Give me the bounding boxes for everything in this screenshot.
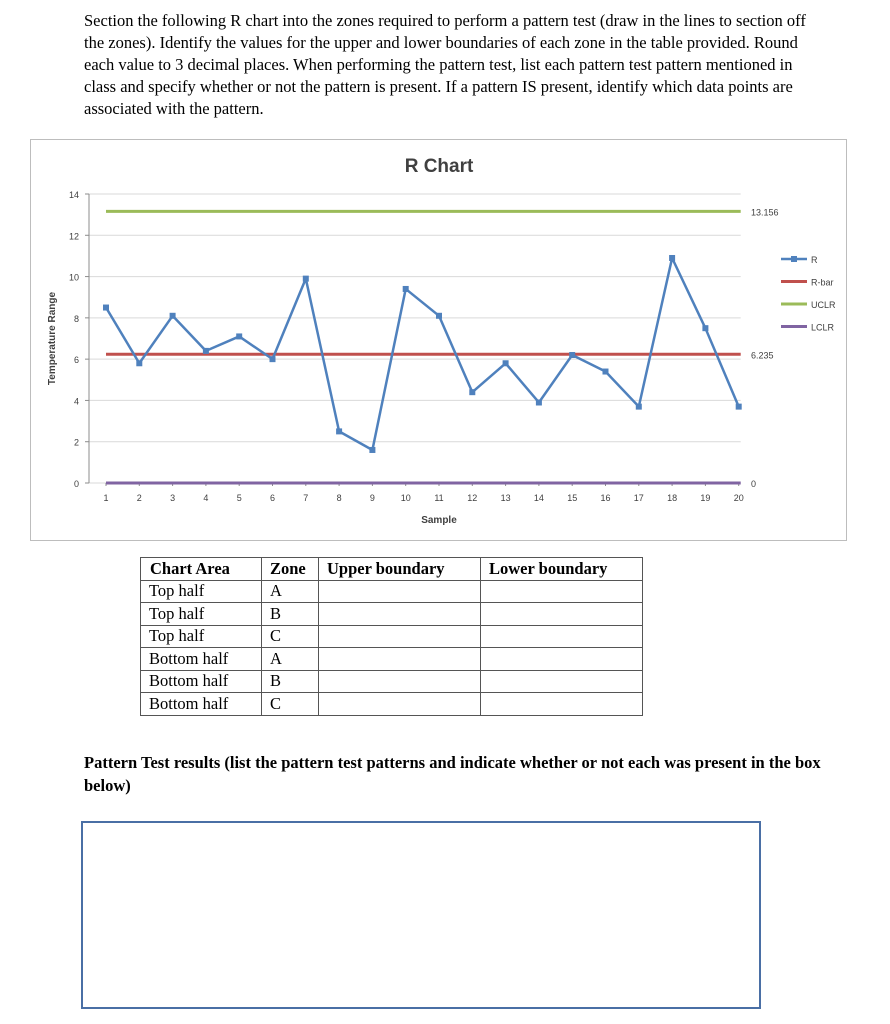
y-tick-label: 14	[68, 190, 79, 200]
legend-label: UCLR	[811, 300, 836, 310]
data-label-lclr: 0	[751, 479, 757, 489]
data-point	[702, 325, 708, 331]
upper-boundary-input[interactable]	[319, 670, 481, 693]
x-tick-label: 15	[567, 493, 578, 503]
header-zone: Zone	[262, 558, 319, 581]
y-tick-label: 6	[73, 355, 79, 366]
y-tick-label: 4	[73, 396, 79, 407]
cell-zone: A	[262, 648, 319, 671]
data-point	[103, 305, 109, 311]
x-axis-title: Sample	[421, 515, 457, 526]
data-point	[669, 255, 675, 261]
y-tick-label: 0	[73, 479, 79, 489]
x-tick-label: 7	[303, 493, 309, 503]
upper-boundary-input[interactable]	[319, 580, 481, 603]
x-tick-label: 2	[136, 493, 142, 503]
upper-boundary-input[interactable]	[319, 693, 481, 716]
cell-zone: C	[262, 625, 319, 648]
x-tick-label: 8	[336, 493, 342, 503]
header-chart-area: Chart Area	[141, 558, 262, 581]
pattern-answer-box[interactable]	[81, 821, 761, 1009]
data-point	[336, 428, 342, 434]
x-tick-label: 16	[600, 493, 611, 503]
zone-boundary-table	[140, 557, 643, 716]
x-tick-label: 6	[269, 493, 276, 503]
table-row	[141, 670, 643, 693]
x-tick-label: 4	[203, 493, 209, 503]
data-point	[170, 313, 176, 319]
data-point	[636, 404, 642, 410]
header-upper-boundary: Upper boundary	[319, 558, 481, 581]
data-point	[369, 447, 375, 453]
x-tick-label: 10	[400, 493, 411, 503]
cell-zone: C	[262, 693, 319, 716]
data-point	[236, 333, 242, 339]
data-point	[303, 276, 309, 282]
chart-title: R Chart	[404, 156, 474, 177]
cell-zone: A	[262, 580, 319, 603]
data-label-r-bar: 6.235	[751, 350, 774, 361]
lower-boundary-input[interactable]	[481, 603, 643, 626]
x-tick-label: 5	[236, 493, 242, 503]
x-tick-label: 20	[733, 493, 744, 503]
data-point	[270, 356, 276, 362]
data-point	[136, 360, 142, 366]
x-tick-label: 3	[170, 493, 176, 503]
x-tick-label: 19	[700, 493, 711, 503]
x-tick-label: 11	[434, 493, 444, 503]
legend-label: LCLR	[811, 322, 835, 333]
y-tick-label: 10	[68, 272, 79, 283]
x-tick-label: 12	[467, 493, 478, 503]
data-point	[203, 348, 209, 354]
table-row	[141, 580, 643, 603]
data-point	[736, 404, 742, 410]
cell-zone: B	[262, 603, 319, 626]
table-row	[141, 625, 643, 648]
x-tick-label: 14	[533, 493, 544, 503]
x-tick-label: 13	[500, 493, 511, 503]
y-axis-title: Temperature Range	[47, 291, 58, 386]
r-chart	[30, 139, 847, 541]
legend-label: R	[811, 255, 818, 265]
data-point	[469, 389, 475, 395]
x-tick-label: 1	[103, 493, 109, 503]
y-tick-label: 2	[73, 437, 79, 448]
x-tick-label: 9	[369, 493, 375, 503]
upper-boundary-input[interactable]	[319, 603, 481, 626]
instructions-text: Section the following R chart into the zones required to perform a pattern test (draw in the lines to section off the zones). Identify the values for the upper and lower boundaries of each zone in the table provided. Round each value to 3 decimal places. When performing the pattern test, list each pattern test pattern mentioned in class and specify whether or not the pattern is present. If a pattern IS present, identify which data points are associated with the pattern.	[84, 11, 806, 118]
x-tick-label: 18	[667, 493, 678, 503]
data-point	[536, 399, 542, 405]
data-point	[503, 360, 509, 366]
data-point	[436, 313, 442, 319]
table-row	[141, 693, 643, 716]
lower-boundary-input[interactable]	[481, 693, 643, 716]
legend-marker	[791, 256, 797, 262]
cell-chart-area: Top half	[141, 603, 262, 626]
table-row	[141, 648, 643, 671]
table-row	[141, 603, 643, 626]
lower-boundary-input[interactable]	[481, 625, 643, 648]
table-header-row	[141, 558, 643, 581]
cell-chart-area: Top half	[141, 625, 262, 648]
legend-label: R-bar	[811, 277, 834, 288]
pattern-test-heading: Pattern Test results (list the pattern test patterns and indicate whether or not each was present in the box below)	[84, 753, 821, 795]
upper-boundary-input[interactable]	[319, 648, 481, 671]
lower-boundary-input[interactable]	[481, 580, 643, 603]
lower-boundary-input[interactable]	[481, 670, 643, 693]
cell-chart-area: Bottom half	[141, 670, 262, 693]
y-tick-label: 12	[68, 231, 79, 242]
r-chart-canvas	[31, 140, 848, 542]
data-point	[569, 352, 575, 358]
data-point	[403, 286, 409, 292]
lower-boundary-input[interactable]	[481, 648, 643, 671]
header-lower-boundary: Lower boundary	[481, 558, 643, 581]
upper-boundary-input[interactable]	[319, 625, 481, 648]
data-label-uclr: 13.156	[751, 207, 779, 218]
cell-zone: B	[262, 670, 319, 693]
data-point	[603, 369, 609, 375]
cell-chart-area: Bottom half	[141, 693, 262, 716]
x-tick-label: 17	[633, 493, 644, 503]
y-tick-label: 8	[73, 313, 79, 324]
cell-chart-area: Bottom half	[141, 648, 262, 671]
cell-chart-area: Top half	[141, 580, 262, 603]
